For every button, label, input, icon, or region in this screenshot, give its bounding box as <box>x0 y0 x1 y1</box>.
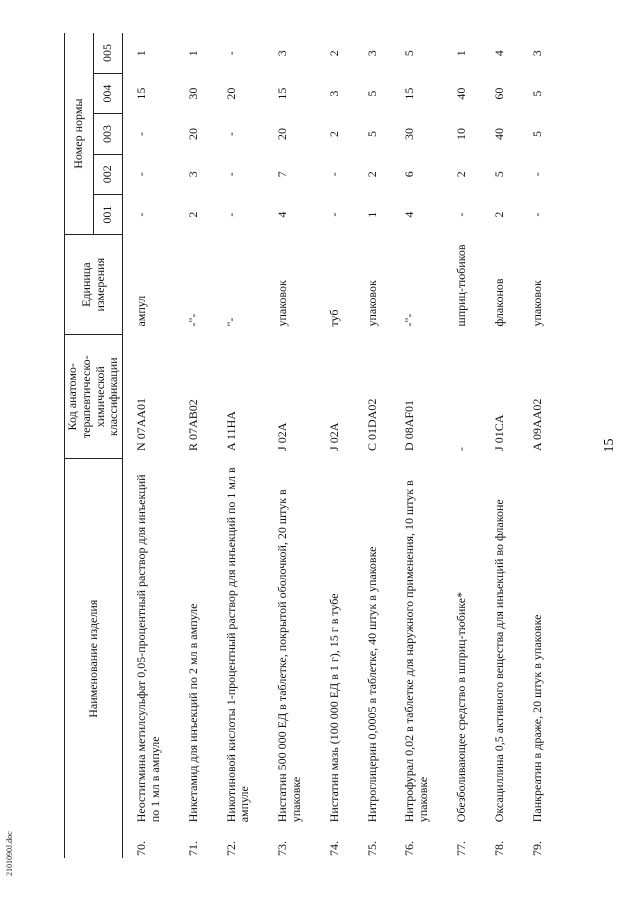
norm-003: - <box>134 131 149 136</box>
table-row <box>443 33 481 858</box>
norm-001: - <box>134 212 149 217</box>
norm-005: 1 <box>185 50 200 57</box>
unit: -"- <box>402 313 417 327</box>
item-name: Нитрофурал 0,02 в таблетке для наружного применения, 10 штук в упаковке <box>402 480 431 823</box>
unit: ампул <box>134 295 149 327</box>
norm-001: 4 <box>402 211 417 218</box>
header-norm-003: 003 <box>94 114 123 154</box>
item-name: Никотиновой кислоты 1-процентный раствор для инъекций по 1 мл в ампуле <box>223 467 252 823</box>
row-number: 79. <box>529 841 544 856</box>
norm-002: - <box>134 172 149 177</box>
norm-003: 30 <box>402 127 417 140</box>
table-row <box>481 33 519 858</box>
norm-003: 5 <box>364 130 379 137</box>
item-name: Оксациллина 0,5 активного вещества для инъекций во флаконе <box>491 499 506 823</box>
norm-001: 4 <box>275 211 290 218</box>
table-row <box>519 33 557 858</box>
unit: флаконов <box>491 278 506 327</box>
norm-002: 6 <box>402 171 417 178</box>
norm-005: 5 <box>402 50 417 57</box>
norm-004: 60 <box>491 87 506 100</box>
norm-005: - <box>223 51 238 56</box>
norm-002: 2 <box>364 171 379 178</box>
table-row <box>123 33 175 858</box>
item-name: Панкреатин в драже, 20 штук в упаковке <box>529 614 544 823</box>
atc-code: J 02A <box>275 422 290 451</box>
norm-005: 1 <box>134 50 149 57</box>
unit: туб <box>326 309 341 327</box>
norm-005: 4 <box>491 50 506 57</box>
norm-003: 40 <box>491 127 506 140</box>
table-row <box>175 33 213 858</box>
row-number: 76. <box>402 841 417 856</box>
norm-004: 3 <box>326 90 341 97</box>
header-norm-002: 002 <box>94 154 123 194</box>
page-number: 15 <box>602 438 617 453</box>
norm-005: 3 <box>275 50 290 57</box>
norm-002: 2 <box>453 171 468 178</box>
atc-code: A 09AA02 <box>529 398 544 451</box>
norm-001: - <box>529 212 544 217</box>
row-number: 70. <box>134 841 149 856</box>
atc-code: D 08AF01 <box>402 399 417 451</box>
norm-003: 2 <box>326 130 341 137</box>
atc-code: C 01DA02 <box>364 398 379 451</box>
unit: "- <box>223 317 238 327</box>
table-row <box>354 33 392 858</box>
norm-001: - <box>223 212 238 217</box>
header-name: Наименование изделия <box>65 459 123 858</box>
atc-code: J 01CA <box>491 414 506 451</box>
unit: упаковок <box>529 280 544 327</box>
norm-003: - <box>223 131 238 136</box>
norm-004: 40 <box>453 87 468 100</box>
norm-003: 20 <box>185 127 200 140</box>
row-number: 71. <box>185 841 200 856</box>
norm-004: 5 <box>529 90 544 97</box>
norm-001: 2 <box>185 211 200 218</box>
table-row <box>213 33 265 858</box>
row-number: 72. <box>223 841 238 856</box>
norm-004: 15 <box>402 87 417 100</box>
item-name: Обезболивающее средство в шприц-тюбике* <box>453 591 468 823</box>
atc-code: N 07AA01 <box>134 397 149 451</box>
norm-001: - <box>453 212 468 217</box>
norm-004: 15 <box>275 87 290 100</box>
table-row <box>316 33 354 858</box>
item-name: Неостигмина метилсульфат 0,05-процентный раствор для инъекций по 1 мл в ампуле <box>134 474 162 823</box>
norm-002: 7 <box>275 171 290 178</box>
atc-code: R 07AB02 <box>185 399 200 451</box>
header-norm-004: 004 <box>94 73 123 113</box>
norm-003: 20 <box>275 127 290 140</box>
row-number: 78. <box>491 841 506 856</box>
norm-001: - <box>326 212 341 217</box>
atc-code: J 02A <box>326 422 341 451</box>
norm-001: 2 <box>491 211 506 218</box>
norm-003: 10 <box>453 127 468 140</box>
norm-004: 30 <box>185 87 200 100</box>
norm-003: 5 <box>529 130 544 137</box>
norm-002: - <box>223 172 238 177</box>
header-norm-group: Номер нормы <box>65 33 94 235</box>
atc-code: - <box>453 446 468 451</box>
norm-004: 15 <box>134 87 149 100</box>
row-number: 77. <box>453 841 468 856</box>
unit: -"- <box>185 313 200 327</box>
footer-file-code: 2101090J.doc <box>5 831 14 876</box>
row-number: 73. <box>275 841 290 856</box>
header-norm-001: 001 <box>94 194 123 234</box>
norm-001: 1 <box>364 211 379 218</box>
unit: упаковок <box>364 280 379 327</box>
atc-code: A 11HA <box>223 411 238 451</box>
norm-004: 5 <box>364 90 379 97</box>
header-norm-005: 005 <box>94 33 123 73</box>
row-number: 75. <box>364 841 379 856</box>
norm-005: 3 <box>364 50 379 57</box>
norms-table <box>64 33 556 858</box>
table-row <box>264 33 316 858</box>
norm-005: 3 <box>529 50 544 57</box>
row-number: 74. <box>326 841 341 856</box>
norm-005: 1 <box>453 50 468 57</box>
norm-002: - <box>326 172 341 177</box>
unit: упаковок <box>275 280 290 327</box>
norm-002: 5 <box>491 171 506 178</box>
header-unit: Единица измерения <box>65 235 123 335</box>
norm-004: 20 <box>223 87 238 100</box>
table-row <box>391 33 443 858</box>
header-row-top <box>65 33 94 858</box>
norm-002: - <box>529 172 544 177</box>
unit: шприц-тюбиков <box>453 244 468 327</box>
item-name: Никетамид для инъекций по 2 мл в ампуле <box>185 603 200 823</box>
header-atc-code: Код анатомо-терапевтическо-химической классификации <box>65 335 123 459</box>
norm-002: 3 <box>185 171 200 178</box>
item-name: Нистатин 500 000 ЕД в таблетке, покрытой оболочкой, 20 штук в упаковке <box>275 489 303 823</box>
norm-005: 2 <box>326 50 341 57</box>
item-name: Нитроглицерин 0,0005 в таблетке, 40 штук в упаковке <box>364 546 379 823</box>
rotated-document <box>64 33 630 858</box>
item-name: Нистатин мазь (100 000 ЕД в 1 г), 15 г в тубе <box>326 593 341 823</box>
